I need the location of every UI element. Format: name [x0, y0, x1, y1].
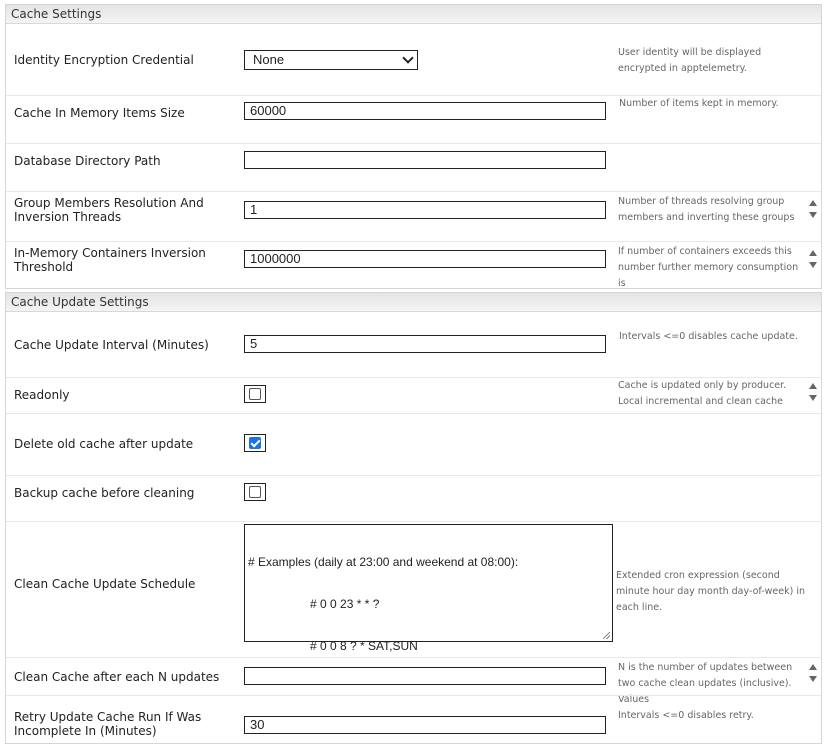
- database-directory-field: [244, 151, 606, 169]
- database-directory-label: Database Directory Path: [14, 154, 161, 168]
- clean-each-n-field: [244, 667, 606, 685]
- panel-title: Cache Update Settings: [6, 293, 821, 312]
- update-interval-row: [6, 323, 821, 375]
- identity-encryption-select[interactable]: [244, 50, 418, 70]
- inversion-threshold-help-scrollbar[interactable]: [808, 250, 818, 268]
- readonly-field: [244, 385, 266, 403]
- clean-schedule-textarea[interactable]: [244, 524, 613, 653]
- update-interval-help: Intervals <=0 disables cache update.: [619, 331, 798, 342]
- readonly-help-scrollbar[interactable]: [808, 383, 818, 401]
- backup-row: [6, 475, 821, 521]
- delete-old-row: [6, 413, 821, 475]
- in-memory-items-field: [244, 102, 606, 120]
- retry-row: [6, 695, 821, 741]
- clean-schedule-row: [6, 521, 821, 657]
- schedule-line: # 0 0 8 ? * SAT,SUN: [310, 639, 418, 653]
- database-directory-input[interactable]: [244, 151, 606, 169]
- delete-old-field: [244, 434, 266, 452]
- retry-field: [244, 716, 606, 734]
- inversion-threshold-row: [6, 241, 821, 287]
- readonly-checkbox[interactable]: [244, 385, 266, 403]
- group-threads-help: Number of threads resolving group members and inverting these groups: [618, 196, 795, 223]
- in-memory-items-label: Cache In Memory Items Size: [14, 106, 185, 120]
- scroll-up-icon[interactable]: [809, 383, 817, 389]
- backup-label: Backup cache before cleaning: [14, 486, 195, 500]
- identity-encryption-field: [244, 50, 418, 70]
- clean-schedule-help: Extended cron expression (second minute hour day month day-of-week) in each line.: [616, 570, 805, 613]
- clean-each-n-input[interactable]: [244, 667, 606, 685]
- readonly-row: [6, 377, 821, 413]
- retry-help: Intervals <=0 disables retry.: [618, 710, 754, 721]
- backup-field: [244, 483, 266, 501]
- update-interval-input[interactable]: 5: [244, 335, 606, 353]
- in-memory-items-help: Number of items kept in memory.: [619, 98, 779, 109]
- group-threads-label: Group Members Resolution And Inversion Threads: [14, 196, 204, 224]
- update-interval-label: Cache Update Interval (Minutes): [14, 338, 209, 352]
- schedule-line: # 0 0 23 * * ?: [310, 597, 380, 611]
- identity-encryption-label: Identity Encryption Credential: [14, 53, 194, 67]
- cache-update-settings-panel: [5, 292, 822, 744]
- group-threads-row: [6, 191, 821, 239]
- readonly-label: Readonly: [14, 388, 70, 402]
- delete-old-label: Delete old cache after update: [14, 437, 194, 451]
- inversion-threshold-field: [244, 250, 606, 268]
- group-threads-field: [244, 201, 606, 219]
- clean-each-n-help-scrollbar[interactable]: [808, 664, 818, 682]
- clean-each-n-label: Clean Cache after each N updates: [14, 670, 220, 684]
- retry-label: Retry Update Cache Run If Was Incomplete In (Minutes): [14, 710, 202, 738]
- backup-checkbox[interactable]: [244, 483, 266, 501]
- scroll-down-icon[interactable]: [809, 395, 817, 401]
- scroll-up-icon[interactable]: [809, 200, 817, 206]
- in-memory-items-row: [6, 95, 821, 135]
- inversion-threshold-input[interactable]: 1000000: [244, 250, 606, 268]
- resize-grip-icon[interactable]: [603, 632, 610, 639]
- clean-schedule-label: Clean Cache Update Schedule: [14, 577, 196, 591]
- in-memory-items-input[interactable]: 60000: [244, 102, 606, 120]
- update-interval-field: [244, 335, 606, 353]
- scroll-down-icon[interactable]: [809, 212, 817, 218]
- scroll-up-icon[interactable]: [809, 664, 817, 670]
- clean-schedule-field: [244, 524, 613, 653]
- readonly-help: Cache is updated only by producer. Local incremental and clean cache: [618, 380, 787, 407]
- retry-input[interactable]: 30: [244, 716, 606, 734]
- cache-settings-panel: [5, 4, 822, 289]
- inversion-threshold-label: In-Memory Containers Inversion Threshold: [14, 246, 206, 274]
- scroll-up-icon[interactable]: [809, 250, 817, 256]
- inversion-threshold-help: If number of containers exceeds this number further memory consumption is: [618, 246, 799, 289]
- chevron-down-icon: [402, 52, 413, 63]
- identity-encryption-value: None: [253, 52, 285, 67]
- scroll-down-icon[interactable]: [809, 676, 817, 682]
- clean-each-n-row: [6, 657, 821, 705]
- identity-encryption-row: [6, 37, 821, 87]
- panel-title: Cache Settings: [6, 5, 821, 24]
- database-directory-row: [6, 143, 821, 187]
- delete-old-checkbox[interactable]: [244, 434, 266, 452]
- clean-each-n-help: N is the number of updates between two cache clean updates (inclusive). Values: [618, 662, 793, 705]
- schedule-line: # Examples (daily at 23:00 and weekend at 08:00):: [248, 555, 519, 569]
- group-threads-help-scrollbar[interactable]: [808, 200, 818, 218]
- identity-encryption-help: User identity will be displayed encrypted in apptelemetry.: [618, 47, 762, 74]
- group-threads-input[interactable]: 1: [244, 201, 606, 219]
- scroll-down-icon[interactable]: [809, 262, 817, 268]
